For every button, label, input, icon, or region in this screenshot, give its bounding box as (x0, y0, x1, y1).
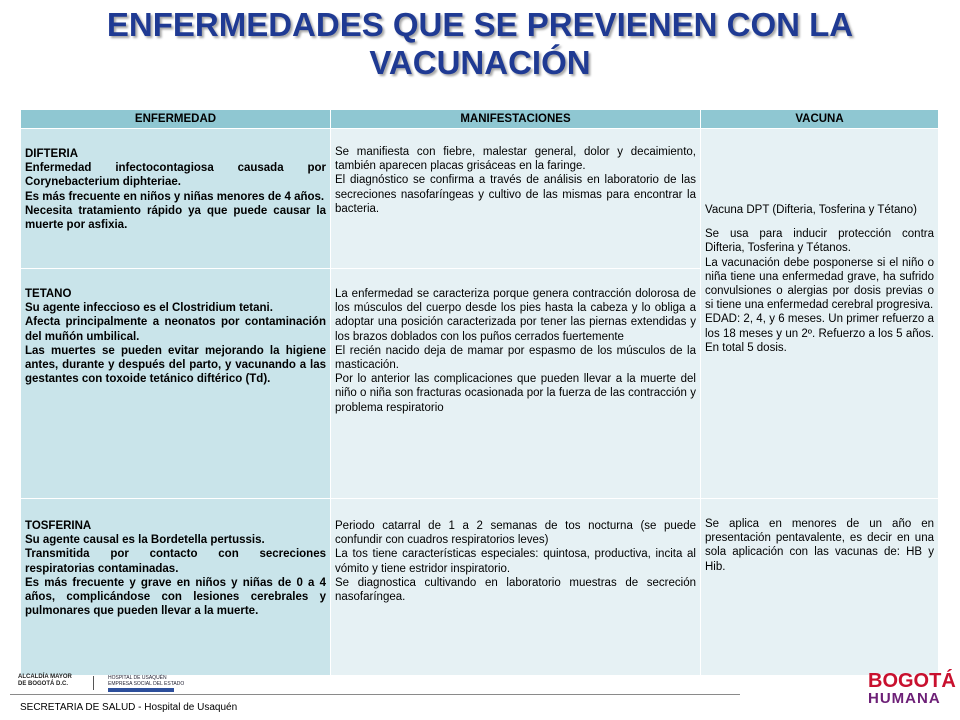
alcaldia-logo (18, 674, 72, 688)
header-manifestaciones: MANIFESTACIONES (331, 110, 701, 129)
disease-cell-difteria (21, 129, 331, 269)
bogota-logo-line-2: HUMANA (868, 690, 941, 707)
vaccine-note: Se aplica en menores de un año en presentación pentavalente, es decir en una sola aplicación con las vacunas de: HB y Hib. (705, 518, 934, 573)
hospital-line-2: EMPRESA SOCIAL DEL ESTADO (108, 680, 185, 687)
vaccine-text: La vacunación debe posponerse si el niño o niña tiene una enfermedad grave, ha sufrido convulsiones o alergias por dosis previas o si tiene una enfermedad cerebral progresiva. (705, 256, 934, 312)
title-line-1: ENFERMEDADES QUE SE PREVIENEN CON LA (106, 6, 854, 43)
vaccine-note-cell (701, 499, 939, 676)
manifestation-text: Se diagnostica cultivando en laboratorio muestras de secreción nasofaríngea. (335, 576, 696, 604)
table-row (21, 499, 939, 676)
disease-text: Su agente causal es la Bordetella pertussis. (25, 534, 265, 547)
disease-name: TOSFERINA (25, 520, 92, 532)
disease-text: Es más frecuente y grave en niños y niñas de 0 a 4 años, complicándose con lesiones cerebrales y pulmonares que pueden llevar a la muerte. (25, 576, 326, 618)
manifestation-text: El diagnóstico se confirma a través de análisis en laboratorio de las secreciones nasofaríngeas y cultivo de las mismas para encontrar la bacteria. (335, 174, 696, 215)
alcaldia-line-1: ALCALDÍA MAYOR (18, 674, 72, 680)
header-enfermedad: ENFERMEDAD (21, 110, 331, 129)
vaccine-cell-dpt (701, 129, 939, 499)
hospital-logo (108, 676, 184, 692)
disease-cell-tetano (21, 269, 331, 499)
manifestation-text: La tos tiene características especiales: quintosa, productiva, incita al vómito y tiene estridor inspiratorio. (335, 548, 696, 575)
vaccine-text: Se usa para inducir protección contra Difteria, Tosferina y Tétanos. (705, 228, 934, 255)
disease-text: Su agente infeccioso es el Clostridium tetani. (25, 302, 273, 315)
footer-divider (10, 694, 740, 695)
table-row (21, 129, 939, 269)
hospital-logo-strip (108, 688, 174, 692)
manifestation-text: Periodo catarral de 1 a 2 semanas de tos nocturna (se puede confundir con cuadros respiratorios leves) (335, 520, 696, 547)
bogota-humana-logo (868, 670, 956, 708)
disease-name: TETANO (25, 288, 72, 300)
disease-text: Transmitida por contacto con secreciones respiratorias contaminadas. (25, 548, 326, 575)
footer-secretaria: SECRETARIA DE SALUD - Hospital de Usaquén (20, 702, 238, 713)
manifestation-text: El recién nacido deja de mamar por espasmo de los músculos de la masticación. (335, 344, 696, 372)
manifestation-text: Se manifiesta con fiebre, malestar general, dolor y decaimiento, también aparecen placas grisáceas en la faringe. (335, 146, 696, 173)
page-title (0, 6, 960, 82)
alcaldia-line-2: DE BOGOTÁ D.C. (18, 681, 69, 687)
manifestation-text: La enfermedad se caracteriza porque genera contracción dolorosa de los músculos del cuerpo desde los pies hasta la cabeza y lo obliga a adoptar una posición caracterizada por tener las piernas extendidas y los brazos doblados con los puños cerrados fuertemente (335, 288, 696, 343)
disease-cell-tosferina (21, 499, 331, 676)
disease-text: Afecta principalmente a neonatos por contaminación del muñón umbilical. (25, 316, 326, 343)
table-header-row (21, 110, 939, 129)
disease-text: Es más frecuente en niños y niñas menores de 4 años. (25, 190, 325, 203)
vaccine-text: EDAD: 2, 4, y 6 meses. Un primer refuerzo a los 18 meses y un 2º. Refuerzo a los 5 años. En total 5 dosis. (705, 313, 934, 354)
disease-name: DIFTERIA (25, 148, 79, 160)
manifestations-cell-tetano (331, 269, 701, 499)
hospital-line-1: HOSPITAL DE USAQUÉN (108, 675, 167, 681)
disease-text: Enfermedad infectocontagiosa causada por Corynebacterium diphteriae. (25, 162, 326, 189)
title-line-2: VACUNACIÓN (369, 44, 591, 81)
disease-text: Necesita tratamiento rápido ya que puede causar la muerte por asfixia. (25, 204, 326, 232)
manifestations-cell-difteria (331, 129, 701, 269)
header-vacuna: VACUNA (701, 110, 939, 129)
manifestation-text: Por lo anterior las complicaciones que pueden llevar a la muerte del niño o niña son fracturas ocasionada por la fuerza de las contracción y problema respiratorio (335, 373, 696, 414)
logo-divider (93, 676, 94, 690)
vaccination-table (20, 109, 939, 676)
vaccine-name: Vacuna DPT (Difteria, Tosferina y Tétano) (705, 204, 917, 216)
manifestations-cell-tosferina (331, 499, 701, 676)
disease-text: Las muertes se pueden evitar mejorando la higiene antes, durante y después del parto, y vacunando a las gestantes con toxoide tetánico diftérico (Td). (25, 344, 326, 386)
bogota-logo-line-1: BOGOTÁ (868, 670, 956, 692)
